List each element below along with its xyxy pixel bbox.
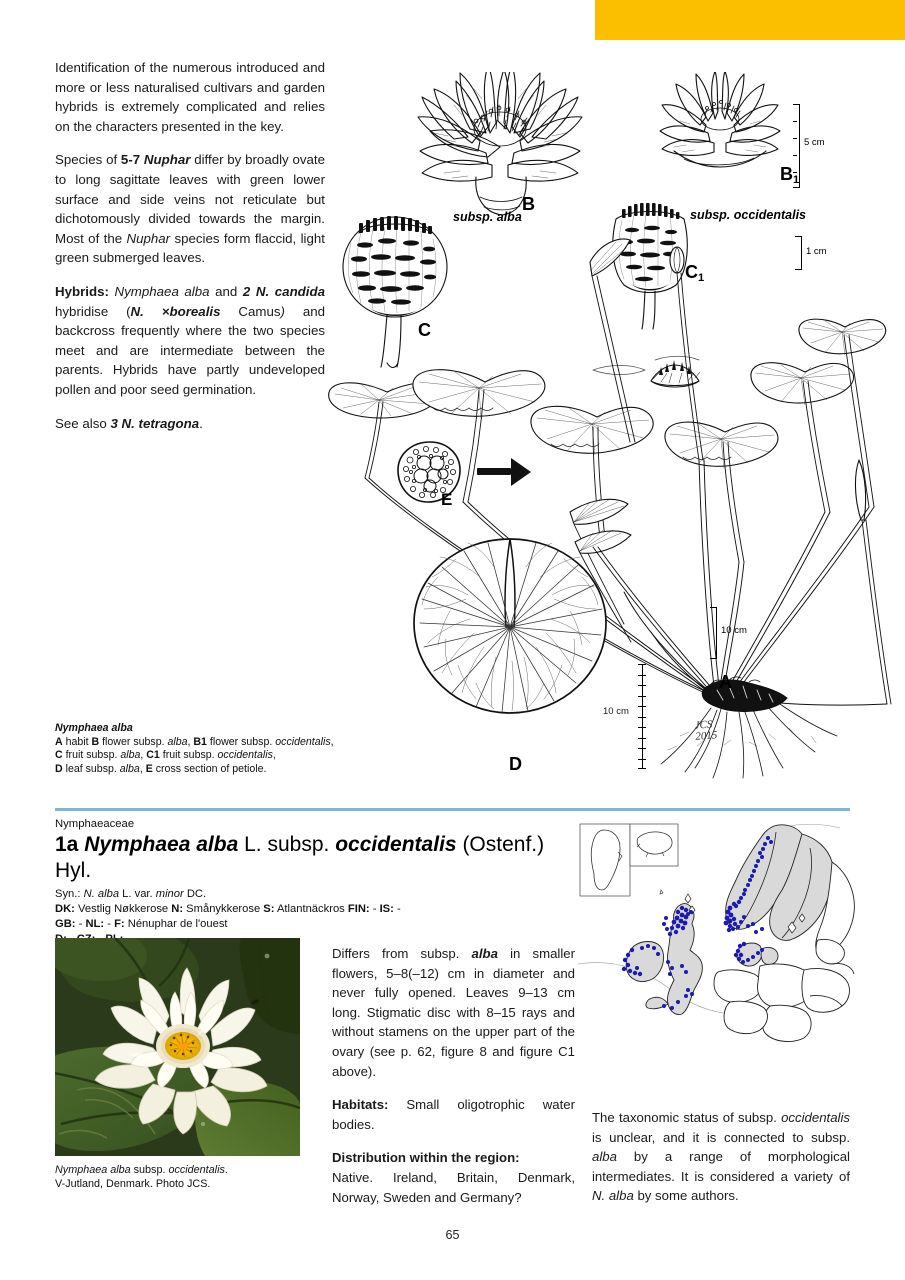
figure-caption (55, 722, 385, 776)
scale-bar-label: 5 cm (804, 137, 825, 148)
photo-caption-line-1: Nymphaea alba subsp. occidentalis. (55, 1164, 228, 1176)
leaf-D-drawing (414, 539, 606, 713)
species-photograph (55, 938, 300, 1156)
plate-label-E: E (441, 490, 453, 509)
habitats-paragraph: Habitats: Small oligotrophic water bodies. (332, 1097, 575, 1132)
intro-paragraph-3: Hybrids: Nymphaea alba and 2 N. candida hybridise (N. ×borealis Camus) and backcross frequently where the two species meet and are intermediate between the parents. Hybrids have partly undeveloped pollen and poor seed germination. (55, 283, 326, 397)
description-column (332, 944, 575, 1207)
fruit-C-drawing (343, 216, 447, 368)
scale-bar-label: 10 cm (603, 706, 629, 717)
figure-caption-title: Nymphaea alba (55, 722, 133, 734)
page-number: 65 (445, 1228, 460, 1242)
description-paragraph: Differs from subsp. alba in smaller flowers, 5–8(–12) cm in diameter and never fully opened. Leaves 9–13 cm long. Stigmatic disc with 8–15 rays and without stamens on the upper part of the ovary (see p. 62, figure 8 and figure C1 above). (332, 946, 575, 1079)
scale-bar-bracket (793, 104, 800, 188)
vernacular-line-2: GB: - NL: - F: Nénuphar de l'ouest (55, 918, 228, 931)
plate-subsp-alba-caption: subsp. alba (453, 210, 522, 224)
greenland-inset (580, 824, 630, 896)
family-name: Nymphaeaceae (55, 818, 135, 830)
distribution-map-svg (578, 822, 858, 1044)
signature-initials: JCS (694, 718, 713, 732)
figure-caption-line-1: A habit B flower subsp. alba, B1 flower subsp. occidentalis, (55, 735, 334, 748)
flower-B-drawing (418, 72, 582, 215)
intro-text-column (55, 58, 325, 433)
taxonomic-note: The taxonomic status of subsp. occidentalis is unclear, and it is connected to subsp. alba by a range of morphological intermediates. It is considered a variety of N. alba by some authors. (592, 1110, 850, 1204)
distribution-paragraph: Distribution within the region: Native. Ireland, Britain, Denmark, Norway, Sweden and Germany? (332, 1150, 575, 1205)
plate-label-C: C (418, 320, 431, 340)
taxonomic-note-column (592, 1108, 850, 1206)
distribution-map (578, 822, 858, 1044)
artist-signature (694, 719, 717, 742)
plate-label-B1: $B_1$ (780, 164, 800, 186)
scale-bar-10cm-leaf (603, 664, 668, 769)
botanical-illustration-plate (325, 72, 895, 792)
photo-caption (55, 1163, 315, 1192)
scientific-name: 1a Nymphaea alba L. subsp. occidentalis (Ostenf.) Hyl. (55, 833, 545, 882)
photograph-image (55, 938, 300, 1156)
synonym-line: Syn.: N. alba L. var. minor DC. (55, 888, 207, 900)
iceland-inset (630, 824, 678, 866)
intro-paragraph-1: Identification of the numerous introduced and more or less naturalised cultivars and garden hybrids is extremely complicated and relies on the characters presented in the key. (55, 60, 325, 134)
figure-caption-line-3: D leaf subsp. alba, E cross section of petiole. (55, 762, 267, 775)
intro-paragraph-2: Species of 5-7 Nuphar differ by broadly ovate to long sagittate leaves with green lower surface and side veins not reticulate but dichotomously divided towards the margin. Most of the Nuphar species form flaccid, light green submerged leaves. (55, 152, 325, 266)
plate-label-C1: $C_1$ (685, 262, 705, 284)
scale-bar-label: 10 cm (721, 625, 747, 636)
cross-section-arrow (477, 458, 531, 486)
scale-bar-bracket (710, 607, 717, 659)
scale-bar-bracket (795, 236, 802, 270)
signature-year: 2015 (694, 729, 718, 743)
section-divider (55, 808, 850, 811)
intro-paragraph-4: See also 3 N. tetragona. (55, 415, 203, 431)
plate-label-D: D (509, 754, 522, 774)
scale-bar-label: 1 cm (806, 246, 827, 257)
plate-label-B: B (522, 194, 535, 214)
photo-caption-line-2: V-Jutland, Denmark. Photo JCS. (55, 1178, 211, 1191)
plate-subsp-occidentalis-caption: subsp. occidentalis (690, 208, 807, 222)
plate-label-A: A (719, 672, 732, 692)
flower-B1-drawing (660, 72, 780, 167)
figure-caption-line-2: C fruit subsp. alba, C1 fruit subsp. occidentalis, (55, 749, 276, 762)
vernacular-line-1: DK: Vestlig Nøkkerose N: Smånykkerose S: Atlantnäckros FIN: - IS: - (55, 903, 401, 915)
